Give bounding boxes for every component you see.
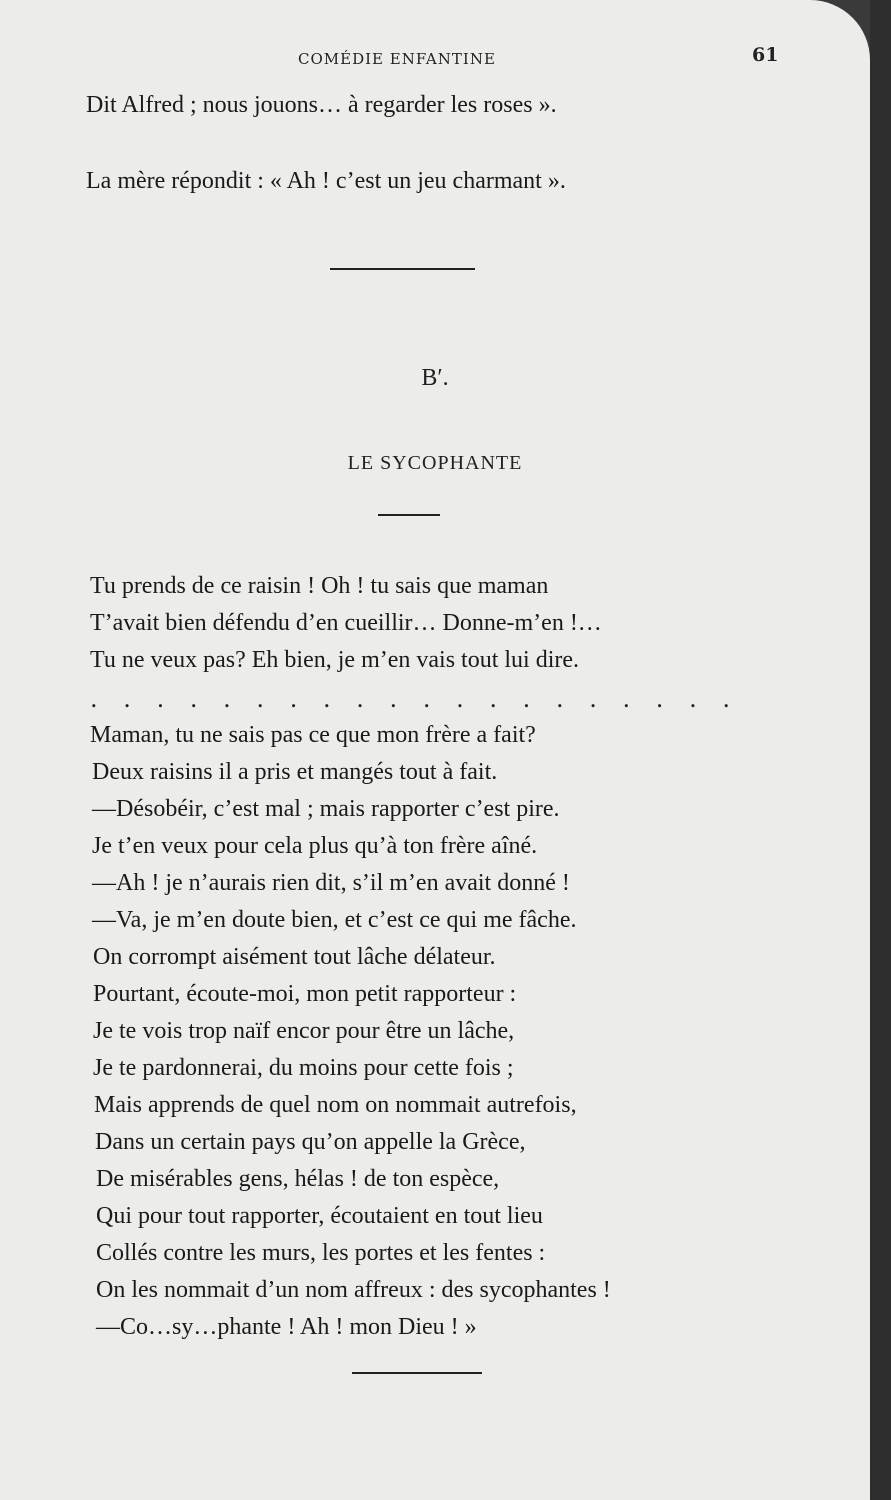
poem-line: —Co…sy…phante ! Ah ! mon Dieu ! » [96, 1314, 477, 1340]
prose-line: La mère répondit : « Ah ! c’est un jeu charmant ». [86, 168, 566, 194]
page-number: 61 [752, 44, 779, 66]
poem-line: Maman, tu ne sais pas ce que mon frère a fait? [90, 722, 536, 748]
poem-line: —Va, je m’en doute bien, et c’est ce qui me fâche. [92, 907, 577, 933]
poem-line: Deux raisins il a pris et mangés tout à fait. [92, 759, 498, 785]
poem-line: Tu ne veux pas? Eh bien, je m’en vais tout lui dire. [90, 647, 580, 673]
section-label: B′. [421, 365, 449, 391]
poem-line: Collés contre les murs, les portes et les fentes : [96, 1240, 546, 1266]
ellipsis-row: . . . . . . . . . . . . . . . . . . . . [90, 685, 730, 713]
poem-line: Je te pardonnerai, du moins pour cette fois ; [93, 1055, 514, 1081]
poem-line: Tu prends de ce raisin ! Oh ! tu sais que maman [90, 573, 549, 599]
poem-line: On corrompt aisément tout lâche délateur. [93, 944, 496, 970]
poem-line: Je te vois trop naïf encor pour être un lâche, [93, 1018, 515, 1044]
end-divider [352, 1372, 482, 1374]
poem-line: Dans un certain pays qu’on appelle la Grèce, [95, 1129, 526, 1155]
title-divider [378, 514, 440, 516]
poem-line: —Ah ! je n’aurais rien dit, s’il m’en avait donné ! [92, 870, 570, 896]
running-title: COMÉDIE ENFANTINE [298, 50, 496, 68]
prose-line: Dit Alfred ; nous jouons… à regarder les roses ». [86, 92, 557, 118]
poem-line: —Désobéir, c’est mal ; mais rapporter c’est pire. [92, 796, 560, 822]
page-edge-shadow [870, 0, 891, 1500]
poem-line: Pourtant, écoute-moi, mon petit rapporteur : [93, 981, 517, 1007]
poem-title: LE SYCOPHANTE [347, 452, 523, 474]
poem-line: Qui pour tout rapporter, écoutaient en tout lieu [96, 1203, 543, 1229]
poem-line: Je t’en veux pour cela plus qu’à ton frère aîné. [92, 833, 538, 859]
poem-line: De misérables gens, hélas ! de ton espèce, [96, 1166, 500, 1192]
poem-line: On les nommait d’un nom affreux : des sycophantes ! [96, 1277, 611, 1303]
poem-line: Mais apprends de quel nom on nommait autrefois, [94, 1092, 577, 1118]
poem-line: T’avait bien défendu d’en cueillir… Donne-m’en !… [90, 610, 602, 636]
section-divider [330, 268, 475, 270]
